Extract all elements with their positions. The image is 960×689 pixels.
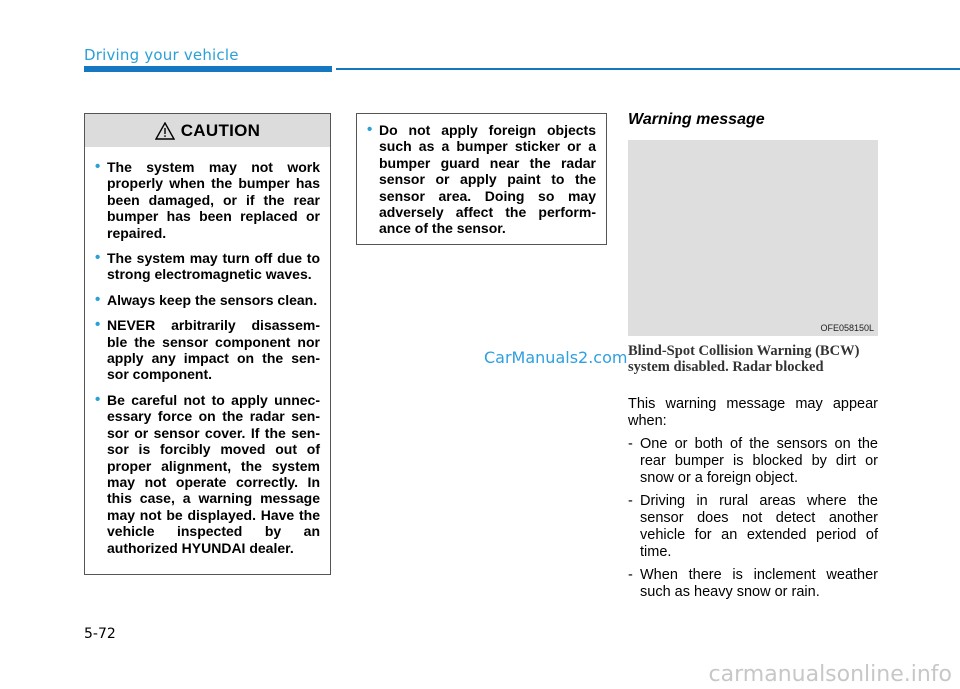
condition-item: - Driving in rural areas where the sensor does not detect another vehicle for an extended period of time. (628, 493, 878, 560)
header-rule-thin (336, 68, 960, 70)
warning-message-title: Warning message (628, 111, 765, 128)
bullet-icon: • (367, 121, 373, 138)
condition-item: - When there is inclement weather such as heavy snow or rain. (628, 567, 878, 600)
warning-intro: This warning message may appear when: (628, 396, 878, 429)
caution-item: • Be careful not to apply unnec- essary force on the radar sen- sor or sensor cover. If the sen- sor is forcibly moved out of proper alignment, the system may not operate correctly. In this case, a warning message may not be displayed. Have the vehicle inspected by an authorized HYUNDAI dealer. (95, 390, 320, 556)
caution-header (85, 114, 330, 147)
page-number: 5-72 (84, 626, 116, 642)
bullet-icon: • (95, 390, 101, 408)
bullet-icon: • (95, 290, 101, 308)
caution-item: • Always keep the sensors clean. (95, 290, 318, 308)
warning-subheading: Blind-Spot Collision Warning (BCW) system disabled. Radar blocked (628, 343, 860, 375)
caution-item: • The system may turn off due to strong electromagnetic waves. (95, 249, 320, 283)
caution-list (85, 147, 330, 556)
bullet-icon: • (95, 158, 101, 175)
footer-watermark: carmanualsonline.info (708, 662, 952, 687)
warning-triangle-icon (155, 122, 175, 140)
condition-list (628, 436, 878, 601)
caution-item: • Do not apply foreign objects such as a bumper sticker or a bumper guard near the radar sensor or apply paint to the sensor area. Doing so may adversely affect the perform- ance of the sensor. (367, 121, 596, 237)
header-rule-thick (84, 66, 332, 72)
caution-continued-list (357, 114, 606, 237)
warning-image (628, 140, 878, 336)
warning-body (628, 396, 878, 607)
caution-box (84, 113, 331, 575)
caution-title: CAUTION (180, 120, 261, 140)
caution-item: • NEVER arbitrarily disassem- ble the sensor component nor apply any impact on the sen- sor component. (95, 316, 320, 383)
image-caption: OFE058150L (820, 323, 874, 333)
watermark-logo: CarManuals2.com (484, 348, 628, 367)
bullet-icon: • (95, 249, 101, 267)
caution-item: • The system may not work properly when the bumper has been damaged, or if the rear bumper has been replaced or repaired. (95, 158, 320, 241)
caution-continued-box (356, 113, 607, 245)
section-header: Driving your vehicle (84, 46, 239, 64)
condition-item: - One or both of the sensors on the rear bumper is blocked by dirt or snow or a foreign object. (628, 436, 878, 486)
bullet-icon: • (95, 316, 101, 334)
